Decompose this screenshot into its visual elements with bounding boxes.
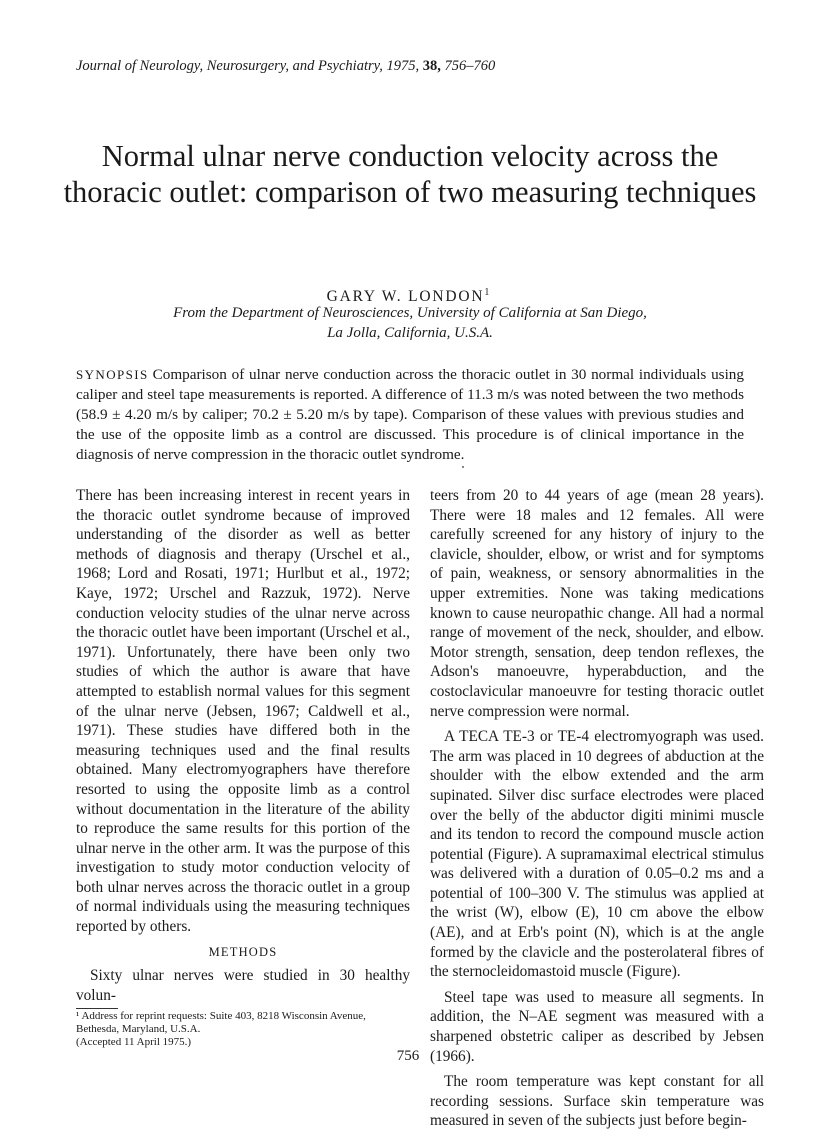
synopsis: SYNOPSIS Comparison of ulnar nerve conduction across the thoracic outlet in 30 normal individuals using caliper and steel tape measurements is reported. A difference of 11.3 m/s was noted between the two methods (58.9 ± 4.20 m/s by caliper; 70.2 ± 5.20 m/s by tape). Comparison of these values with previous studies and the use of the opposite limb as a control are discussed. This procedure is of clinical importance in the diagnosis of nerve compression in the thoracic outlet syndrome. — [76, 366, 744, 463]
accepted-date: (Accepted 11 April 1975.) — [76, 1036, 192, 1049]
separator-dot — [462, 466, 464, 468]
page-number: 756 — [396, 1048, 420, 1064]
temperature-paragraph: The room temperature was kept constant for all recording sessions. Surface skin temperature was measured in seven of the subjects just before begin- — [430, 1073, 764, 1130]
author-name: GARY W. LONDON$^1$ — [326, 287, 490, 306]
intro-paragraph: There has been increasing interest in recent years in the thoracic outlet syndrome because of improved understanding of the disorder as well as better methods of diagnosis and therapy (Urschel et al., 1968; Lord and Rosati, 1971; Hurlbut et al., 1972; Kaye, 1972; Urschel and Razzuk, 1972). Nerve conduction velocity studies of the ulnar nerve across the thoracic outlet have been important (Urschel et al., 1971). Unfortunately, there have been only two studies of which the author is aware that have attempted to establish normal values for this segment of the ulnar nerve (Jebsen, 1967; Caldwell et al., 1971). These studies have differed both in the measuring techniques used and the final results obtained. Many electromyographers have therefore resorted to using the opposite limb as a control without documentation in the literature of the ability to reproduce the same results for this portion of the ulnar nerve in the other arm. It was the purpose of this investigation to study motor conduction velocity of both ulnar nerves across the thoracic outlet in a group of normal individuals using the measuring techniques reported by others. — [76, 487, 410, 936]
author-affiliation: From the Department of Neurosciences, University of California at San Diego, La Jolla, California, U.S.A. — [173, 305, 647, 341]
journal-citation: Journal of Neurology, Neurosurgery, and Psychiatry, 1975, 38, 756–760 — [76, 58, 496, 74]
methods-paragraph-continued: teers from 20 to 44 years of age (mean 28 years). There were 18 males and 12 females. All were carefully screened for any history of injury to the clavicle, shoulder, elbow, or wrist and for symptoms of pain, weakness, or sensory abnormalities in the upper extremities. None was taking medications known to cause neuropathic change. All had a normal range of movement of the neck, shoulder, and elbow. Motor strength, sensation, deep tendon reflexes, the Adson's manoeuvre, hyperabduction, and the costoclavicular manoeuvre for testing thoracic outlet nerve compression were normal. — [430, 487, 764, 720]
synopsis-label: SYNOPSIS — [76, 367, 149, 382]
right-column — [430, 486, 764, 1131]
methods-paragraph-start: Sixty ulnar nerves were studied in 30 healthy volun- — [76, 967, 410, 1004]
equipment-paragraph: A TECA TE-3 or TE-4 electromyograph was used. The arm was placed in 10 degrees of abduction at the shoulder with the elbow extended and the arm supinated. Silver disc surface electrodes were placed over the belly of the abductor digiti minimi muscle and its tendon to record the compound muscle action potential (Figure). A supramaximal electrical stimulus was delivered with a duration of 0.05–0.2 ms and a potential of 100–300 V. The stimulus was applied at the wrist (W), elbow (E), 10 cm above the elbow (AE), and at Erb's point (N), which is at the angle formed by the clavicle and the posterolateral fibres of the sternocleidomastoid muscle (Figure). — [430, 728, 764, 981]
reprint-footnote: ¹ Address for reprint requests: Suite 403, 8218 Wisconsin Avenue, Bethesda, Maryland, U.S.A. — [76, 1010, 366, 1036]
article-title: Normal ulnar nerve conduction velocity across the thoracic outlet: comparison of two measuring techniques — [63, 139, 757, 209]
methods-heading: METHODS — [208, 944, 278, 959]
measurement-paragraph: Steel tape was used to measure all segments. In addition, the N–AE segment was measured with a sharpened obstetric caliper as described by Jebsen (1966). — [430, 988, 764, 1065]
footnote-rule — [76, 1008, 118, 1009]
left-column — [76, 486, 410, 1049]
